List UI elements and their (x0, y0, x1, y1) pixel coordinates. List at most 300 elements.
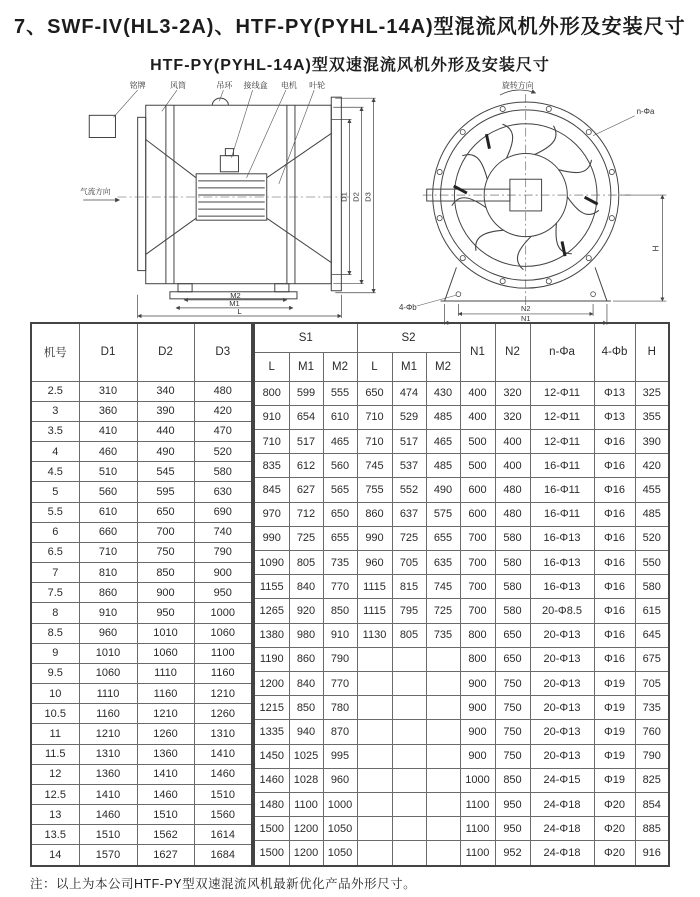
cell: Φ13 (594, 405, 635, 429)
cell: Φ20 (594, 792, 635, 816)
cell: 1460 (194, 764, 252, 784)
cell: 11.5 (31, 744, 79, 764)
col-header-d2: D2 (137, 323, 194, 381)
table-row-right (254, 647, 669, 671)
cell: Φ16 (594, 478, 635, 502)
cell: 16-Φ11 (530, 502, 594, 526)
cell: 12 (31, 764, 79, 784)
cell: 900 (460, 720, 495, 744)
cell: 340 (137, 381, 194, 401)
dim-label-d1: D1 (339, 192, 349, 202)
cell: 1562 (137, 825, 194, 845)
cell: 310 (79, 381, 137, 401)
cell: 910 (254, 405, 289, 429)
cell: 1050 (323, 817, 357, 841)
table-row-right (254, 817, 669, 841)
cell: 755 (357, 478, 392, 502)
cell: 705 (392, 550, 426, 574)
cell: 900 (137, 583, 194, 603)
cell (392, 720, 426, 744)
cell: 1500 (254, 841, 289, 866)
cell: 690 (194, 502, 252, 522)
cell: 460 (79, 442, 137, 462)
cell: 790 (323, 647, 357, 671)
cell: 1110 (137, 663, 194, 683)
cell: 20-Φ13 (530, 647, 594, 671)
cell: 780 (323, 696, 357, 720)
cell: 545 (137, 462, 194, 482)
cell: 3.5 (31, 421, 79, 441)
footnote: 注：以上为本公司HTF-PY型双速混流风机最新优化产品外形尺寸。 (30, 877, 417, 891)
cell: 750 (495, 671, 530, 695)
cell: 490 (137, 442, 194, 462)
cell: 1200 (254, 671, 289, 695)
cell: 1060 (137, 643, 194, 663)
cell: Φ16 (594, 429, 635, 453)
cell: 960 (323, 768, 357, 792)
table-row-left (31, 663, 252, 683)
table-row-left (31, 684, 252, 704)
cell: Φ19 (594, 768, 635, 792)
cell (357, 647, 392, 671)
cell: 5.5 (31, 502, 79, 522)
cell: 13 (31, 805, 79, 825)
cell: 790 (635, 744, 669, 768)
cell: Φ19 (594, 696, 635, 720)
cell: 1060 (79, 663, 137, 683)
cell: 1160 (137, 684, 194, 704)
cell (426, 696, 460, 720)
cell: 610 (79, 502, 137, 522)
col-header-jihao: 机号 (31, 323, 79, 381)
table-row-left (31, 542, 252, 562)
table-row-right (254, 841, 669, 866)
cell: 16-Φ13 (530, 526, 594, 550)
table-row-right (254, 720, 669, 744)
cell: 20-Φ13 (530, 720, 594, 744)
cell: 735 (426, 623, 460, 647)
cell: 7.5 (31, 583, 79, 603)
col-header-n2: N2 (495, 323, 530, 381)
cell: Φ16 (594, 502, 635, 526)
table-row-right (254, 575, 669, 599)
cell: 990 (357, 526, 392, 550)
cell: 490 (426, 478, 460, 502)
cell: 750 (137, 542, 194, 562)
cell: 995 (323, 744, 357, 768)
spec-table (0, 322, 700, 867)
cell: 520 (635, 526, 669, 550)
cell: 529 (392, 405, 426, 429)
col-header-4b: 4-Φb (594, 323, 635, 381)
cell (426, 768, 460, 792)
cell: 1200 (289, 817, 323, 841)
cell: 800 (460, 647, 495, 671)
cell: 1160 (79, 704, 137, 724)
col-header-h: H (635, 323, 669, 381)
cell: 710 (357, 429, 392, 453)
cell: 1560 (194, 805, 252, 825)
cell: Φ13 (594, 381, 635, 405)
fan-front-view-diagram (397, 77, 694, 329)
cell: 850 (137, 563, 194, 583)
cell: 580 (194, 462, 252, 482)
cell: 580 (635, 575, 669, 599)
cell: 1410 (194, 744, 252, 764)
table-row-right (254, 454, 669, 478)
cell (357, 792, 392, 816)
table-row-left (31, 462, 252, 482)
table-row-left (31, 643, 252, 663)
cell: 595 (137, 482, 194, 502)
cell: 12-Φ11 (530, 381, 594, 405)
dim-label-l: L (237, 306, 242, 316)
cell: 800 (254, 381, 289, 405)
cell: 1260 (194, 704, 252, 724)
cell: 13.5 (31, 825, 79, 845)
cell: 9.5 (31, 663, 79, 683)
col-header-s2-m2: M2 (426, 352, 460, 381)
table-row-left (31, 381, 252, 401)
dim-label-d2: D2 (351, 192, 361, 202)
table-row-left (31, 764, 252, 784)
cell: 24-Φ18 (530, 817, 594, 841)
cell: 11 (31, 724, 79, 744)
cell: 24-Φ15 (530, 768, 594, 792)
dim-label-m2: M2 (230, 290, 241, 300)
cell: 1000 (460, 768, 495, 792)
col-header-d1: D1 (79, 323, 137, 381)
cell: 700 (460, 575, 495, 599)
col-header-na: n-Φa (530, 323, 594, 381)
cell (392, 768, 426, 792)
cell: 6.5 (31, 542, 79, 562)
cell: 5 (31, 482, 79, 502)
cell: 565 (323, 478, 357, 502)
cell: 1060 (194, 623, 252, 643)
cell: 810 (79, 563, 137, 583)
dim-label-m1: M1 (229, 298, 240, 308)
cell: 24-Φ18 (530, 841, 594, 866)
cell: 950 (137, 603, 194, 623)
cell: 910 (79, 603, 137, 623)
cell: 650 (137, 502, 194, 522)
cell: 870 (323, 720, 357, 744)
cell (392, 647, 426, 671)
cell: 1028 (289, 768, 323, 792)
cell: 1570 (79, 845, 137, 866)
cell: 745 (357, 454, 392, 478)
cell: 400 (495, 454, 530, 478)
cell (426, 671, 460, 695)
table-row-right (254, 381, 669, 405)
cell: 800 (460, 623, 495, 647)
cell: Φ16 (594, 599, 635, 623)
cell: 510 (79, 462, 137, 482)
cell: 1130 (357, 623, 392, 647)
cell: 920 (289, 599, 323, 623)
cell: 860 (357, 502, 392, 526)
col-header-n1: N1 (460, 323, 495, 381)
cell: 990 (254, 526, 289, 550)
table-row-right (254, 792, 669, 816)
cell: 950 (194, 583, 252, 603)
cell: 805 (289, 550, 323, 574)
fan-side-view-diagram (76, 77, 391, 319)
cell: 615 (635, 599, 669, 623)
cell (426, 817, 460, 841)
cell: 12-Φ11 (530, 405, 594, 429)
cell: 10.5 (31, 704, 79, 724)
table-row-left (31, 744, 252, 764)
cell: 3 (31, 401, 79, 421)
table-row-left (31, 522, 252, 542)
cell: 1025 (289, 744, 323, 768)
cell: 950 (495, 792, 530, 816)
col-group-s2: S2 (357, 323, 460, 352)
cell: 910 (323, 623, 357, 647)
table-row-left (31, 704, 252, 724)
cell: 835 (254, 454, 289, 478)
cell: 860 (289, 647, 323, 671)
cell: 900 (460, 696, 495, 720)
cell: 480 (495, 502, 530, 526)
cell: 900 (460, 744, 495, 768)
cell: 8 (31, 603, 79, 623)
cell: 580 (495, 575, 530, 599)
cell: 1260 (137, 724, 194, 744)
table-row-left (31, 825, 252, 845)
table-row-right (254, 599, 669, 623)
cell: 480 (194, 381, 252, 401)
col-header-s1-m2: M2 (323, 352, 357, 381)
cell (426, 744, 460, 768)
cell: Φ16 (594, 454, 635, 478)
cell: Φ16 (594, 526, 635, 550)
col-header-d3: D3 (194, 323, 252, 381)
cell: 20-Φ8.5 (530, 599, 594, 623)
cell: 1460 (79, 805, 137, 825)
cell: 520 (194, 442, 252, 462)
cell: 517 (289, 429, 323, 453)
cell: 885 (635, 817, 669, 841)
cell: 1614 (194, 825, 252, 845)
cell: 750 (495, 720, 530, 744)
cell: 1210 (137, 704, 194, 724)
cell: 465 (323, 429, 357, 453)
cell: 650 (495, 647, 530, 671)
table-row-left (31, 563, 252, 583)
cell: 580 (495, 550, 530, 574)
table-row-left (31, 442, 252, 462)
col-group-s1: S1 (254, 323, 357, 352)
cell: 390 (137, 401, 194, 421)
cell: 20-Φ13 (530, 696, 594, 720)
table-row-left (31, 805, 252, 825)
cell: 850 (495, 768, 530, 792)
cell: 9 (31, 643, 79, 663)
cell (426, 720, 460, 744)
cell: 900 (460, 671, 495, 695)
table-row-right (254, 550, 669, 574)
cell: 700 (137, 522, 194, 542)
cell: 400 (495, 429, 530, 453)
cell: 560 (79, 482, 137, 502)
cell: 1050 (323, 841, 357, 866)
impeller-blades (450, 123, 599, 271)
cell: 725 (426, 599, 460, 623)
cell (357, 841, 392, 866)
cell (357, 768, 392, 792)
cell: 725 (392, 526, 426, 550)
table-row-right (254, 696, 669, 720)
cell: 485 (426, 454, 460, 478)
cell: 1100 (194, 643, 252, 663)
cell: 1460 (254, 768, 289, 792)
cell: 655 (323, 526, 357, 550)
cell: Φ16 (594, 550, 635, 574)
table-row-left (31, 784, 252, 804)
cell: 710 (79, 542, 137, 562)
right-table-body (254, 381, 669, 866)
cell: 627 (289, 478, 323, 502)
table-row-left (31, 482, 252, 502)
cell: 700 (460, 599, 495, 623)
part-label-duct: 风筒 (169, 81, 187, 91)
cell: 637 (392, 502, 426, 526)
cell (357, 720, 392, 744)
cell: 952 (495, 841, 530, 866)
cell: 960 (357, 550, 392, 574)
cell: 1360 (79, 764, 137, 784)
cell: 600 (460, 502, 495, 526)
cell (392, 792, 426, 816)
cell: 12-Φ11 (530, 429, 594, 453)
cell: Φ20 (594, 841, 635, 866)
cell: Φ16 (594, 623, 635, 647)
cell: 1115 (357, 575, 392, 599)
cell: 650 (495, 623, 530, 647)
cell: 550 (635, 550, 669, 574)
cell: 795 (392, 599, 426, 623)
cell: Φ16 (594, 575, 635, 599)
spec-table-left (30, 322, 253, 867)
part-label-junction-box: 接线盒 (243, 81, 268, 91)
cell: 725 (289, 526, 323, 550)
cell: 825 (635, 768, 669, 792)
cell: 612 (289, 454, 323, 478)
cell: 916 (635, 841, 669, 866)
cell: 20-Φ13 (530, 671, 594, 695)
table-row-left (31, 583, 252, 603)
dim-label-n2: N2 (520, 303, 531, 313)
cell: 654 (289, 405, 323, 429)
dim-label-h: H (651, 245, 661, 252)
cell: 4 (31, 442, 79, 462)
cell: 940 (289, 720, 323, 744)
cell: 1100 (460, 841, 495, 866)
cell: 455 (635, 478, 669, 502)
cell: 500 (460, 429, 495, 453)
cell: 705 (635, 671, 669, 695)
cell: 1100 (460, 792, 495, 816)
cell: 1684 (194, 845, 252, 866)
cell (357, 696, 392, 720)
cell (426, 792, 460, 816)
cell (357, 817, 392, 841)
cell: 24-Φ18 (530, 792, 594, 816)
cell: 360 (79, 401, 137, 421)
spec-table-right (253, 322, 670, 867)
cell: 440 (137, 421, 194, 441)
cell: 960 (79, 623, 137, 643)
cell: 860 (79, 583, 137, 603)
cell (392, 744, 426, 768)
cell: 1310 (194, 724, 252, 744)
cell: 320 (495, 405, 530, 429)
cell: 552 (392, 478, 426, 502)
cell: 840 (289, 671, 323, 695)
cell: 14 (31, 845, 79, 866)
cell: 20-Φ13 (530, 744, 594, 768)
cell: 980 (289, 623, 323, 647)
cell (392, 696, 426, 720)
cell: 854 (635, 792, 669, 816)
cell: 474 (392, 381, 426, 405)
cell: 390 (635, 429, 669, 453)
cell (426, 647, 460, 671)
part-label-nameplate: 铭牌 (129, 81, 146, 91)
cell: 4.5 (31, 462, 79, 482)
cell: 575 (426, 502, 460, 526)
cell: 517 (392, 429, 426, 453)
cell: 645 (635, 623, 669, 647)
table-row-left (31, 603, 252, 623)
page-title: 7、SWF-IV(HL3-2A)、HTF-PY(PYHL-14A)型混流风机外形及安装尺寸 (14, 16, 686, 38)
cell (392, 841, 426, 866)
cell: 760 (635, 720, 669, 744)
cell: 1380 (254, 623, 289, 647)
cell: 1335 (254, 720, 289, 744)
part-label-motor: 电机 (280, 81, 297, 91)
cell: 400 (460, 381, 495, 405)
table-row-left (31, 401, 252, 421)
cell: 900 (194, 563, 252, 583)
cell: 1627 (137, 845, 194, 866)
cell: 1410 (79, 784, 137, 804)
cell: 500 (460, 454, 495, 478)
table-row-left (31, 502, 252, 522)
left-table-body (31, 381, 252, 866)
cell: 805 (392, 623, 426, 647)
cell: 1215 (254, 696, 289, 720)
cell: 850 (289, 696, 323, 720)
cell: 655 (426, 526, 460, 550)
cell: 16-Φ13 (530, 550, 594, 574)
cell: 420 (194, 401, 252, 421)
table-row-right (254, 623, 669, 647)
cell: 770 (323, 575, 357, 599)
cell: 1450 (254, 744, 289, 768)
cell: 6 (31, 522, 79, 542)
cell: 16-Φ11 (530, 454, 594, 478)
cell: 712 (289, 502, 323, 526)
cell: 480 (495, 478, 530, 502)
cell: 710 (357, 405, 392, 429)
cell: 635 (426, 550, 460, 574)
cell: 1510 (194, 784, 252, 804)
cell: 1115 (357, 599, 392, 623)
